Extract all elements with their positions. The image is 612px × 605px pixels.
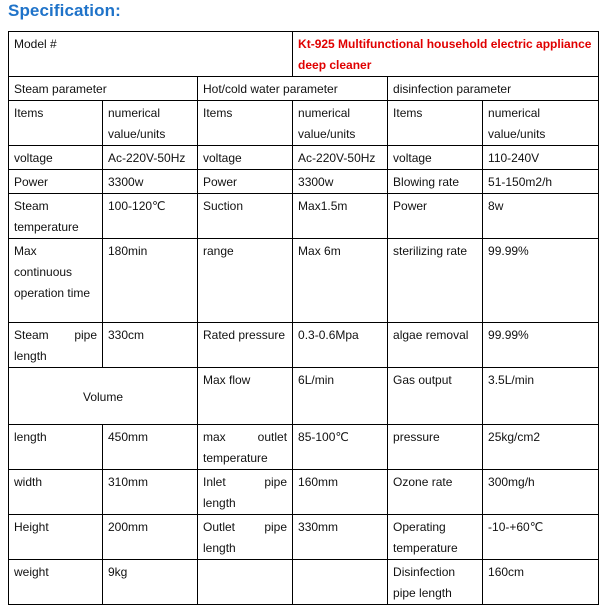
water-item: Inlet pipe length [198,470,293,515]
section-water: Hot/cold water parameter [198,77,388,101]
table-row [9,194,599,239]
water-item: Rated pressure [198,323,293,368]
disinfection-value: 25kg/cm2 [483,425,599,470]
steam-value: 200mm [103,515,198,560]
water-value: 3300w [293,170,388,194]
disinfection-item: Gas output [388,368,483,425]
steam-value: 310mm [103,470,198,515]
steam-item: Steam pipe length [9,323,103,368]
steam-item: Steam temperature [9,194,103,239]
section-header-row [9,77,599,101]
disinfection-item: Ozone rate [388,470,483,515]
disinfection-item: Blowing rate [388,170,483,194]
model-label: Model # [9,32,293,77]
disinfection-items-header: Items [388,101,483,146]
table-row [9,239,599,323]
disinfection-value: 51-150m2/h [483,170,599,194]
water-item-empty [198,560,293,605]
steam-item: voltage [9,146,103,170]
model-row [9,32,599,77]
disinfection-item: Operating temperature [388,515,483,560]
water-item: Max flow [198,368,293,425]
table-row [9,170,599,194]
water-item: Suction [198,194,293,239]
steam-item: Height [9,515,103,560]
table-row [9,368,599,425]
disinfection-value: -10-+60℃ [483,515,599,560]
disinfection-item: Power [388,194,483,239]
water-value: 6L/min [293,368,388,425]
steam-value: Ac-220V-50Hz [103,146,198,170]
water-value: 330mm [293,515,388,560]
steam-value: 9kg [103,560,198,605]
steam-value: 3300w [103,170,198,194]
water-value: Ac-220V-50Hz [293,146,388,170]
steam-value: 450mm [103,425,198,470]
section-disinfection: disinfection parameter [388,77,599,101]
water-value: Max 6m [293,239,388,323]
steam-value-header: numerical value/units [103,101,198,146]
table-row [9,425,599,470]
steam-item: length [9,425,103,470]
water-value-empty [293,560,388,605]
steam-value: 180min [103,239,198,323]
disinfection-value: 99.99% [483,239,599,323]
water-item: Outlet pipe length [198,515,293,560]
disinfection-value: 110-240V [483,146,599,170]
spec-title: Specification: [8,1,121,20]
disinfection-item: sterilizing rate [388,239,483,323]
disinfection-value: 160cm [483,560,599,605]
water-item: max outlet temperature [198,425,293,470]
steam-item: Power [9,170,103,194]
water-value-header: numerical value/units [293,101,388,146]
disinfection-value: 300mg/h [483,470,599,515]
water-items-header: Items [198,101,293,146]
water-value: 0.3-0.6Mpa [293,323,388,368]
steam-value: 100-120℃ [103,194,198,239]
volume-label: Volume [9,368,198,425]
steam-items-header: Items [9,101,103,146]
table-row [9,146,599,170]
table-row [9,560,599,605]
steam-item: weight [9,560,103,605]
disinfection-item: voltage [388,146,483,170]
column-header-row [9,101,599,146]
water-value: Max1.5m [293,194,388,239]
spec-table [8,31,599,605]
disinfection-item: pressure [388,425,483,470]
water-item: voltage [198,146,293,170]
model-value: Kt-925 Multifunctional household electric appliance deep cleaner [293,32,599,77]
steam-value: 330cm [103,323,198,368]
water-item: Power [198,170,293,194]
disinfection-value-header: numerical value/units [483,101,599,146]
disinfection-value: 99.99% [483,323,599,368]
steam-item: Max continuous operation time [9,239,103,323]
disinfection-item: algae removal [388,323,483,368]
disinfection-value: 8w [483,194,599,239]
table-row [9,515,599,560]
section-steam: Steam parameter [9,77,198,101]
disinfection-value: 3.5L/min [483,368,599,425]
water-value: 85-100℃ [293,425,388,470]
water-value: 160mm [293,470,388,515]
steam-item: width [9,470,103,515]
table-row [9,323,599,368]
disinfection-item: Disinfection pipe length [388,560,483,605]
table-row [9,470,599,515]
water-item: range [198,239,293,323]
